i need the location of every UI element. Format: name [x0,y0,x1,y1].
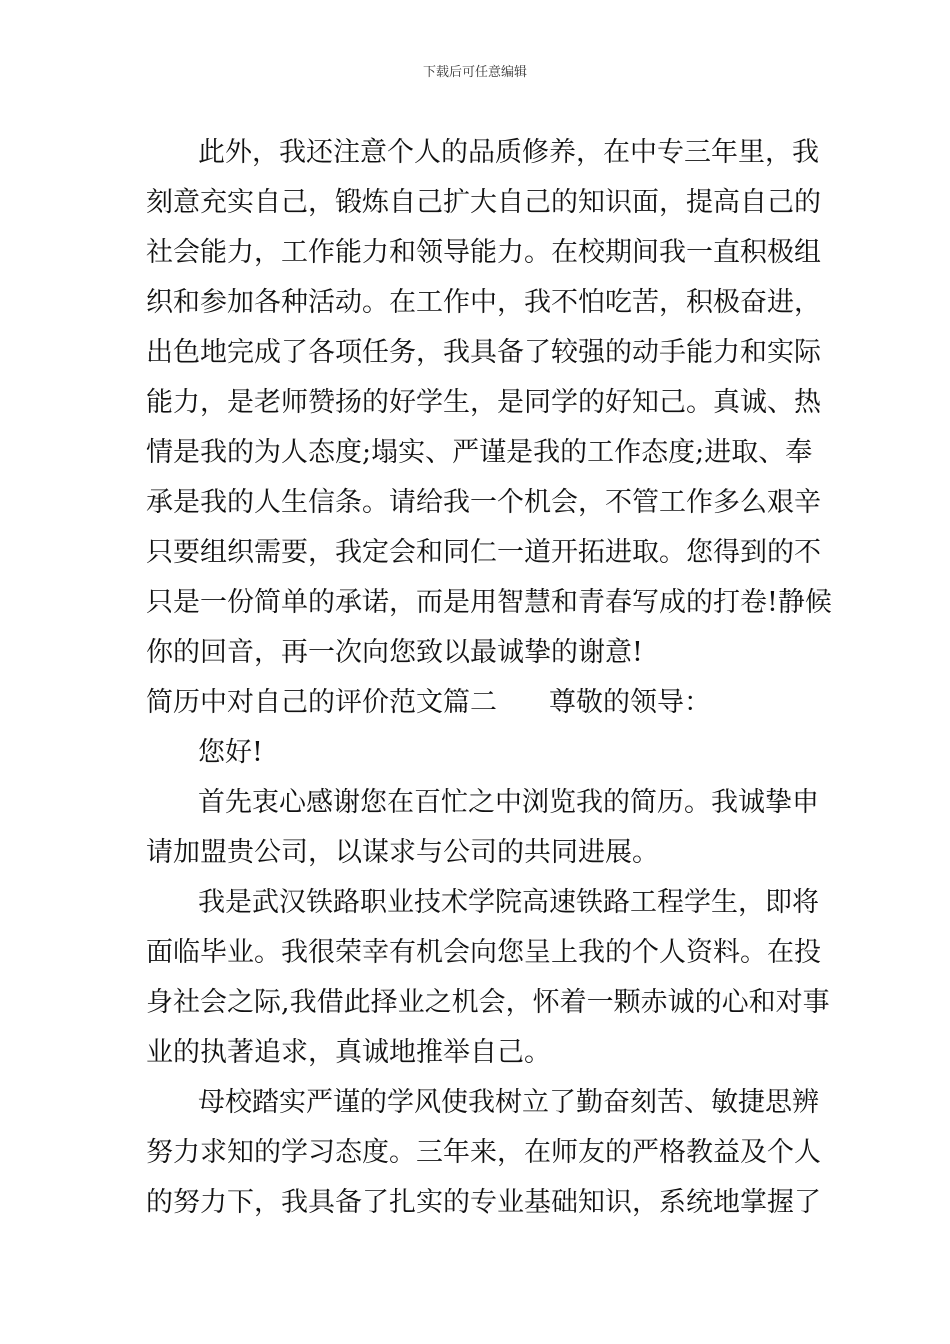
text-line: 我是武汉铁路职业技术学院高速铁路工程学生，即将 [198,887,819,918]
document-body [146,128,832,1228]
text-line: 请加盟贵公司，以谋求与公司的共同进展。 [146,837,659,868]
text-line: 出色地完成了各项任务，我具备了较强的动手能力和实际 [146,337,821,368]
text-line: 你的回音，再一次向您致以最诚挚的谢意! [146,637,643,668]
text-line: 面临毕业。我很荣幸有机会向您呈上我的个人资料。在投 [146,937,821,968]
text-line: 您好! [198,737,263,768]
text-line: 的努力下，我具备了扎实的专业基础知识，系统地掌握了 [146,1187,821,1218]
text-line: 承是我的人生信条。请给我一个机会，不管工作多么艰辛 [146,487,821,518]
text-line: 努力求知的学习态度。三年来，在师友的严格教益及个人 [146,1137,821,1168]
text-line: 情是我的为人态度;塌实、严谨是我的工作态度;进取、奉 [146,437,813,468]
section-heading-line [146,678,826,728]
text-line: 只要组织需要，我定会和同仁一道开拓进取。您得到的不 [146,537,821,568]
salutation: 尊敬的领导： [549,687,711,718]
text-line: 业的执著追求，真诚地推举自己。 [146,1037,551,1068]
text-line: 此外，我还注意个人的品质修养，在中专三年里，我 [198,137,819,168]
text-line: 首先衷心感谢您在百忙之中浏览我的简历。我诚挚申 [198,787,819,818]
section-title: 简历中对自己的评价范文篇二 [146,687,497,718]
text-line: 社会能力，工作能力和领导能力。在校期间我一直积极组 [146,237,821,268]
text-line: 刻意充实自己，锻炼自己扩大自己的知识面，提高自己的 [146,187,821,218]
text-line: 身社会之际,我借此择业之机会，怀着一颗赤诚的心和对事 [146,987,830,1018]
text-line: 只是一份简单的承诺，而是用智慧和青春写成的打卷!静候 [146,587,832,618]
text-line: 织和参加各种活动。在工作中，我不怕吃苦，积极奋进， [146,287,821,318]
text-line: 母校踏实严谨的学风使我树立了勤奋刻苦、敏捷思辨 [198,1087,819,1118]
page-header: 下载后可任意编辑 [422,65,527,80]
text-line: 能力，是老师赞扬的好学生，是同学的好知己。真诚、热 [146,387,821,418]
